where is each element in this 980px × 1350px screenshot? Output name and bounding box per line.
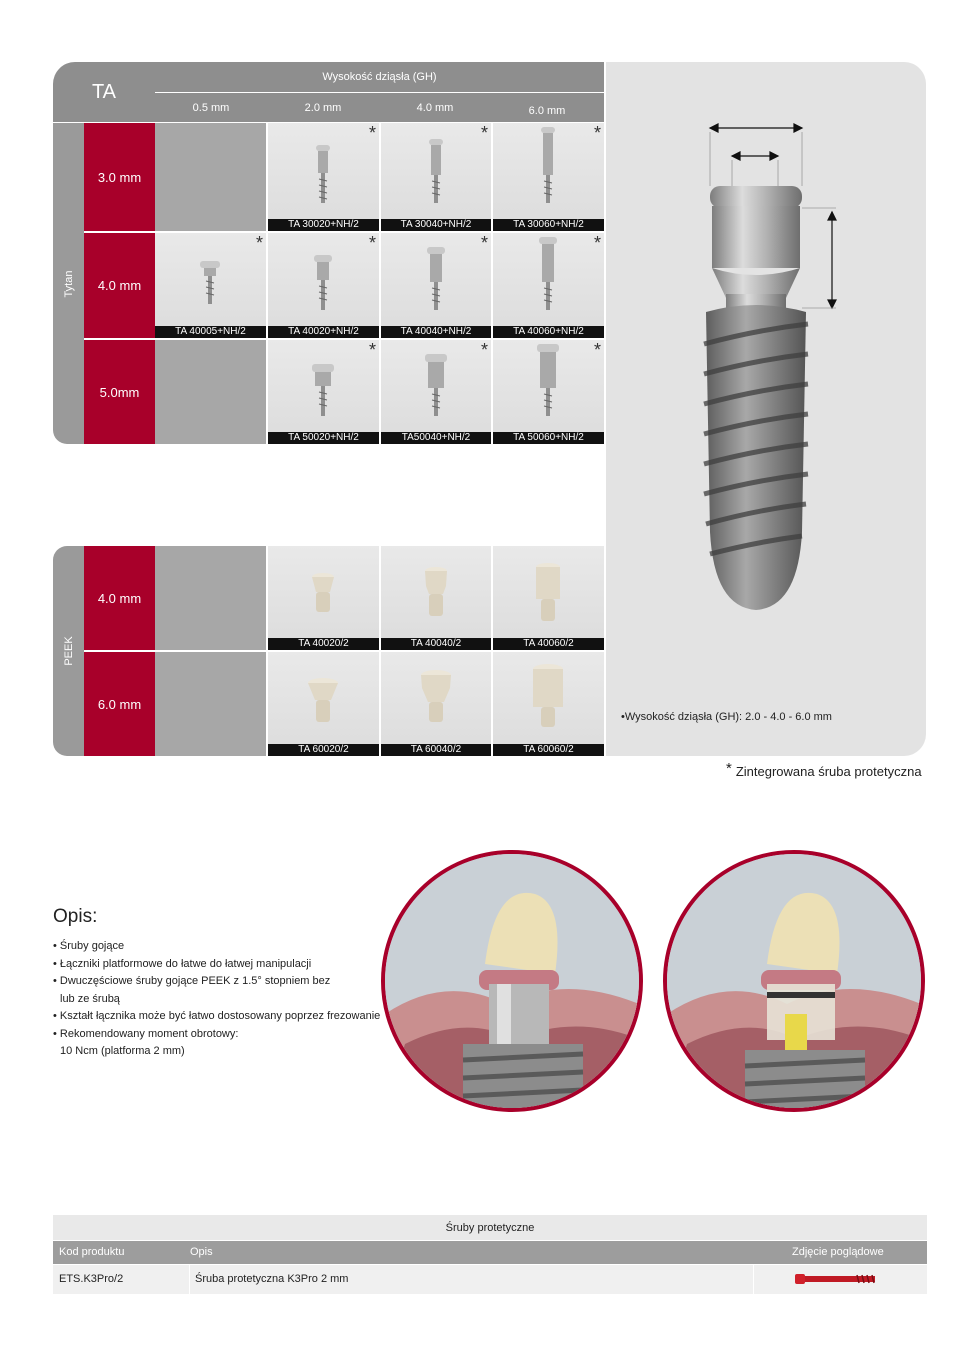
product-cell — [493, 340, 604, 444]
footnote-text: Zintegrowana śruba protetyczna — [735, 764, 922, 779]
product-code: TA 40040+NH/2 — [381, 326, 491, 338]
titanium-abutment-image — [155, 233, 266, 338]
product-cell — [493, 652, 604, 756]
row-label-3mm: 3.0 mm — [84, 123, 155, 231]
gh-col-1: 2.0 mm — [304, 101, 342, 114]
red-prosthetic-screw-image — [795, 1272, 887, 1286]
product-cell — [381, 340, 491, 444]
integrated-screw-marker: * — [593, 233, 601, 253]
product-code: TA 60060/2 — [493, 744, 604, 756]
empty-cell — [155, 340, 266, 444]
titanium-abutment-image — [268, 233, 379, 338]
product-code: TA 30020+NH/2 — [268, 219, 379, 231]
product-code: TA 60040/2 — [381, 744, 491, 756]
titanium-abutment-image — [381, 340, 491, 444]
product-code: TA 40060/2 — [493, 638, 604, 650]
row-label-4mm: 4.0 mm — [84, 233, 155, 338]
integrated-screw-marker: * — [480, 123, 488, 143]
gh-columns-row — [155, 93, 604, 122]
product-cell — [381, 123, 491, 231]
product-code: TA 40020/2 — [268, 638, 379, 650]
titanium-abutment-image — [493, 340, 604, 444]
list-item: • Śruby gojące — [53, 940, 125, 952]
peek-placement-illustration — [663, 850, 925, 1112]
side-label-peek: PEEK — [53, 546, 84, 756]
product-cell — [268, 340, 379, 444]
titanium-abutment-image — [268, 123, 379, 231]
peek-healing-cap-image — [493, 652, 604, 756]
tooth-with-titanium-abutment-image — [385, 854, 639, 1108]
product-code: TA 40005+NH/2 — [155, 326, 266, 338]
product-cell — [268, 123, 379, 231]
integrated-screw-marker: * — [368, 340, 376, 360]
empty-cell — [155, 652, 266, 756]
product-code: TA 50020+NH/2 — [268, 432, 379, 444]
product-cell — [381, 233, 491, 338]
integrated-screw-marker: * — [255, 233, 263, 253]
product-cell — [155, 233, 266, 338]
peek-healing-cap-image — [268, 652, 379, 756]
side-label-titan: Tytan — [53, 123, 84, 444]
product-code: TA 60020/2 — [268, 744, 379, 756]
brand-label: TA — [53, 62, 155, 122]
gh-col-0: 0.5 mm — [192, 101, 230, 114]
list-item: • Łączniki platformowe do łatwe do łatwej manipulacji — [53, 957, 312, 970]
integrated-screw-marker: * — [480, 233, 488, 253]
titanium-abutment-image — [493, 233, 604, 338]
gh-col-3: 6.0 mm — [528, 104, 566, 117]
list-item: • Dwuczęściowe śruby gojące PEEK z 1.5° stopniem bez — [53, 975, 331, 987]
cell-code: ETS.K3Pro/2 — [59, 1273, 124, 1285]
footnote — [726, 760, 922, 779]
cell-desc: Śruba protetyczna K3Pro 2 mm — [195, 1273, 349, 1285]
integrated-screw-marker: * — [368, 233, 376, 253]
row-label-peek-4mm: 4.0 mm — [84, 546, 155, 650]
list-item: lub ze śrubą — [60, 992, 120, 1005]
prosthetic-screws-title: Śruby protetyczne — [53, 1215, 927, 1240]
product-cell — [493, 123, 604, 231]
asterisk-icon: * — [726, 760, 732, 777]
gh-header: Wysokość dziąsła (GH) — [155, 62, 604, 92]
titanium-placement-illustration — [381, 850, 643, 1112]
implant-with-abutment-image — [606, 62, 926, 756]
peek-healing-cap-image — [381, 652, 491, 756]
implant-photo-panel — [606, 62, 926, 756]
product-cell — [268, 546, 379, 650]
peek-healing-cap-image — [493, 546, 604, 650]
product-code: TA 40020+NH/2 — [268, 326, 379, 338]
integrated-screw-marker: * — [368, 123, 376, 143]
product-code: TA 50060+NH/2 — [493, 432, 604, 444]
table-header — [53, 1241, 927, 1264]
titanium-abutment-image — [381, 123, 491, 231]
empty-cell — [155, 123, 266, 231]
titanium-abutment-image — [493, 123, 604, 231]
titanium-abutment-image — [381, 233, 491, 338]
row-label-5mm: 5.0mm — [84, 340, 155, 444]
product-cell — [493, 233, 604, 338]
peek-healing-cap-image — [268, 546, 379, 650]
product-cell — [381, 652, 491, 756]
empty-cell — [155, 546, 266, 650]
table-row — [53, 1265, 927, 1294]
list-item: 10 Ncm (platforma 2 mm) — [60, 1045, 185, 1057]
description-list — [53, 938, 413, 1061]
header-code: Kod produktu — [59, 1246, 125, 1258]
titanium-abutment-image — [268, 340, 379, 444]
row-label-peek-6mm: 6.0 mm — [84, 652, 155, 756]
peek-healing-cap-image — [381, 546, 491, 650]
product-code: TA 30060+NH/2 — [493, 219, 604, 231]
product-code: TA50040+NH/2 — [381, 432, 491, 444]
header-photo: Zdjęcie poglądowe — [792, 1246, 884, 1258]
integrated-screw-marker: * — [593, 340, 601, 360]
product-code: TA 30040+NH/2 — [381, 219, 491, 231]
header-desc: Opis — [190, 1246, 213, 1258]
product-cell — [381, 546, 491, 650]
tooth-with-peek-cap-image — [667, 854, 921, 1108]
product-cell — [493, 546, 604, 650]
gh-note: •Wysokość dziąsła (GH): 2.0 - 4.0 - 6.0 mm — [621, 711, 832, 723]
list-item: • Kształt łącznika może być łatwo dostosowany poprzez frezowanie — [53, 1010, 381, 1022]
gh-col-2: 4.0 mm — [416, 101, 454, 114]
product-cell — [268, 233, 379, 338]
description-title: Opis: — [53, 906, 98, 927]
product-code: TA 40040/2 — [381, 638, 491, 650]
integrated-screw-marker: * — [593, 123, 601, 143]
product-code: TA 40060+NH/2 — [493, 326, 604, 338]
product-cell — [268, 652, 379, 756]
integrated-screw-marker: * — [480, 340, 488, 360]
list-item: • Rekomendowany moment obrotowy: — [53, 1027, 239, 1040]
